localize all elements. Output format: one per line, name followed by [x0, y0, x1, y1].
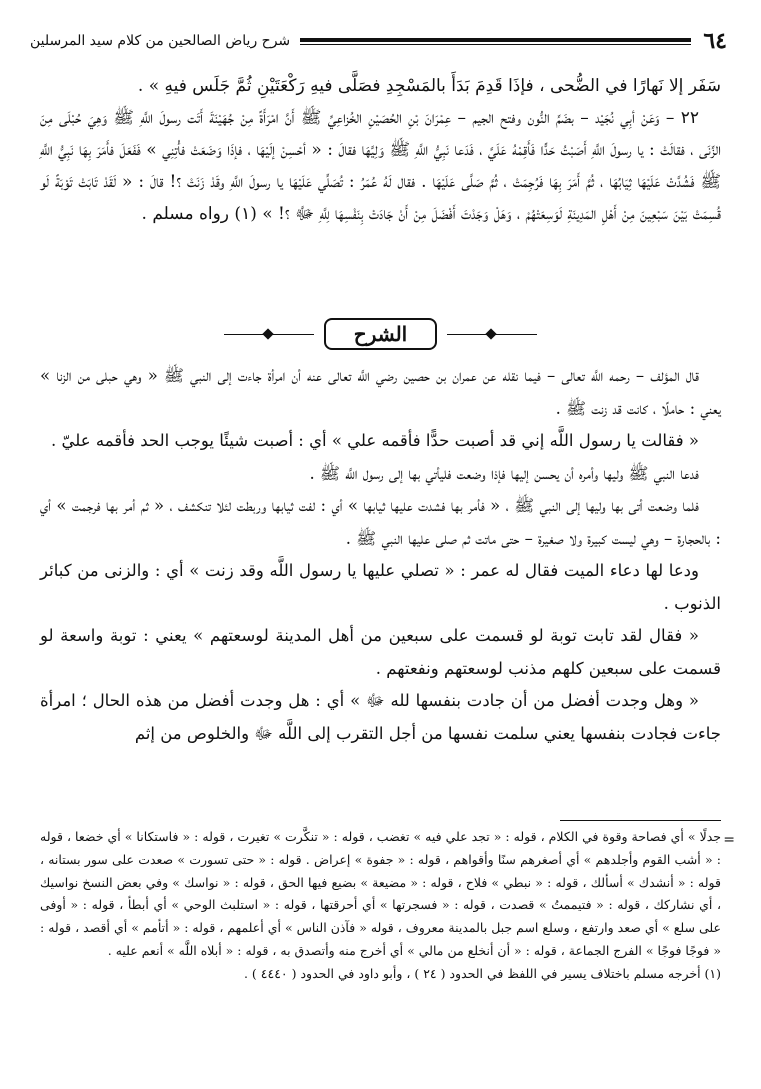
continuation-mark: = [723, 832, 735, 848]
page-number: ٦٤ [703, 28, 727, 54]
hadith-text: ٢٢ – وَعَنْ أبِي نُجَيْد – بضَمِّ النُّون وفتح الجيم – عِمْرَانَ بْنِ الحُصَيْنِ الخُزاعِيِّ ﷺ أَنَّ امْرَأَةً مِنْ جُهَيْنَةَ أَتَت رسولَ اللَّهِ ﷺ وَهِيَ حُبْلَى مِنَ الزِّنَى ، فقالَتْ : يا رسولَ اللَّهِ أَصَبْتُ حَدًّا فَأَقِمْهُ عَلَيَّ ، فَدَعا نَبِيُّ اللَّهِ ﷺ وَلِيَّهَا فقالَ : « أحْسِنْ إلَيْهَا ، فإذَا وَضَعَتْ فأْتِنِي » فَفَعَلَ فأَمَرَ بِهَا نَبِيُّ اللَّهِ ﷺ فَشُدَّتْ عَلَيْهَا ثِيَابُهَا ، ثُمَّ أَمَرَ بِهَا فَرُجِمَتْ ، ثُمَّ صَلَّى عَلَيْهَا . فقال لَهُ عُمَرُ : تُصَلِّي عَلَيْهَا يا رسولَ اللَّهِ وقَدْ زَنَتْ ؟! قالَ : « لَقَدْ تَابَتْ تَوْبَةً لَو قُسِمَتْ بَيْنَ سَبْعِينَ مِنْ أَهْلِ المَدِينَةِ لَوَسِعَتْهُمْ ، وَهَلْ وَجَدْتَ أَفْضَلَ مِنْ أَنْ جَادَتْ بِنَفْسِهَا لِلَّهِ ﷻ ؟! » (١) رواه مسلم . [40, 108, 721, 224]
commentary-paragraph: « فقالت يا رسول اللَّه إني قد أصبت حدًّا فأقمه علي » أي : أصبت شيئًا يوجب الحد فأقمه عليّ . [51, 431, 699, 450]
page-header [30, 26, 727, 56]
footnotes [40, 826, 721, 986]
footnote-citation: (١) أخرجه مسلم باختلاف يسير في اللفظ في الحدود ( ٢٤ ) ، وأبو داود في الحدود ( ٤٤٤٠ ) . [243, 965, 721, 981]
footnote-glossary: جدلًا » أي فصاحة وقوة في الكلام ، قوله : « تجد علي فيه » تغضب ، قوله : « تنكَّرت » تغيرت ، قوله : « فاستكانا » أي خضعا ، قوله : « أشب القوم وأجلدهم » أي أصغرهم سنًا وأقواهم ، قوله : « جفوة » إعراض . قوله : « حتى تسورت » صعدت على سور بستانه ، قوله : « أنشدك » أسألك ، قوله : « نبطي » فلاح ، قوله : « مضيعة » بضيع فيها الحق ، قوله : « نواسك » وفي بعض النسخ نواسيك ، أي نشاركك ، قوله : « فتيممتُ » قصدت ، قوله : « فسجرتها » أي أحرقتها ، قوله : « استلبث الوحي » أي أبطأ ، قوله : « أوفى على سلع » أي صعد وارتفع ، وسلع اسم جبل بالمدينة معروف ، قوله « فآذن الناس » أي أعلمهم ، قوله : « أتأمم » أي أقصد ، قوله : « فوجًا فوجًا » الفرج الجماعة ، قوله : « أن أنخلع من مالي » أي أخرج منه وأتصدق به ، قوله : « أبلاه اللَّه » أنعم عليه . [40, 829, 721, 958]
commentary-paragraph: فلما وضعت أتى بها وليها إلى النبي ﷺ ، « فأمر بها فشدت عليها ثيابها » أي : لفت ثيابها وربطت لئلا تنكشف ، « ثم أمر بها فرجمت » أي : بالحجارة – وهي ليست كبيرة ولا صغيرة – حتى ماتت ثم صلى عليها النبي ﷺ . [40, 496, 721, 548]
section-heading [40, 316, 721, 352]
footnote-separator [560, 820, 721, 821]
commentary-paragraph: فدعا النبي ﷺ وليها وأمره أن يحسن إليها فإذا وضعت فليأتي بها إلى رسول اللَّه ﷺ . [309, 463, 699, 483]
hadith-block [40, 70, 721, 230]
previous-hadith-ending: سَفَر إلا نَهارًا في الضُّحى ، فإذَا قَدِمَ بَدَأَ بالمَسْجِدِ فصَلَّى فيهِ رَكْعَتَيْنِ ثُمَّ جَلَس فيهِ » . [137, 76, 721, 96]
commentary-paragraph: قال المؤلف – رحمه اللَّه تعالى – فيما نقله عن عمران بن حصين رضي اللَّه تعالى عنه أن امرأة جاءت إلى النبي ﷺ « وهي حبلى من الزنا » يعني : حاملًا ، كانت قد زنت ﷺ . [40, 366, 721, 418]
commentary-paragraph: « وهل وجدت أفضل من أن جادت بنفسها لله ﷻ » أي : هل وجدت أفضل من هذه الحال ؛ امرأة جاءت فجادت بنفسها يعني سلمت نفسها من أجل التقرب إلى اللَّه ﷻ والخلوص من إثم [40, 691, 721, 743]
section-title: الشرح [324, 318, 437, 350]
commentary-paragraph: « فقال لقد تابت توبة لو قسمت على سبعين من أهل المدينة لوسعتهم » يعني : توبة واسعة لو قسمت على سبعين كلهم مذنب لوسعتهم ونفعتهم . [40, 626, 721, 678]
commentary-block [40, 360, 721, 750]
header-rule [300, 38, 691, 45]
running-title: شرح رياض الصالحين من كلام سيد المرسلين [30, 33, 291, 49]
commentary-paragraph: ودعا لها دعاء الميت فقال له عمر : « تصلي عليها يا رسول اللَّه وقد زنت » أي : والزنى من كبائر الذنوب . [40, 561, 721, 613]
ornament-right [447, 334, 537, 335]
ornament-left [224, 334, 314, 335]
